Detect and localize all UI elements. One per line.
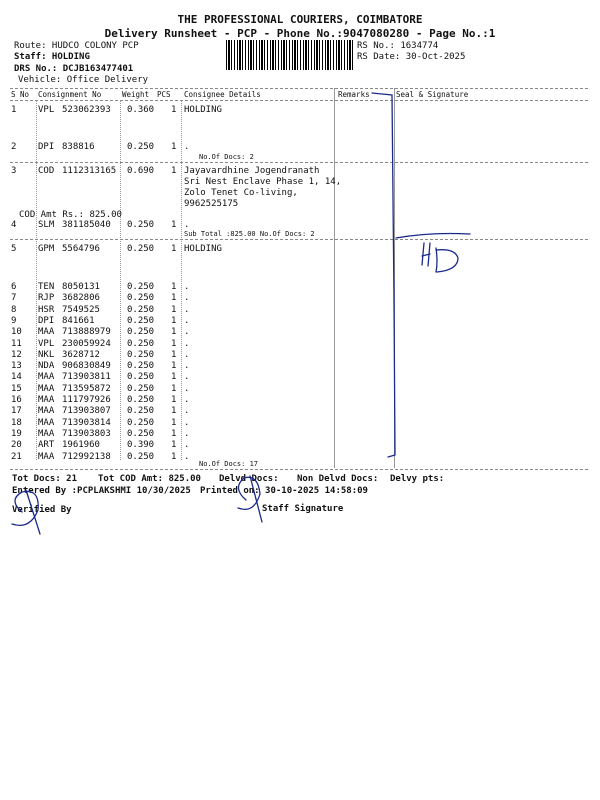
- total-cod-amount: Tot COD Amt: 825.00: [98, 474, 201, 484]
- row-sno: 1: [11, 105, 17, 115]
- ink-bracket-tip: [396, 234, 470, 239]
- row-weight: 0.360: [127, 105, 155, 115]
- row-prefix: SLM: [38, 220, 55, 230]
- row-consignment: 523062393: [62, 105, 111, 115]
- rs-number: RS No.: 1634774: [357, 41, 439, 51]
- total-docs: Tot Docs: 21: [12, 474, 78, 484]
- row-consignment: 906830849: [62, 361, 111, 372]
- row-consignment: 713903814: [62, 417, 111, 428]
- staff-signature-label: Staff Signature: [262, 504, 344, 514]
- row-prefix: MAA: [38, 451, 55, 462]
- row-sno: 10: [11, 327, 22, 338]
- row-consignment: 713888979: [62, 327, 111, 338]
- col-weight: Weight: [122, 90, 150, 99]
- row-sno: 4: [11, 220, 17, 230]
- delivery-points: Delvy pts:: [390, 474, 445, 484]
- docs-count-note: No.Of Docs: 17: [199, 460, 259, 468]
- row-prefix: MAA: [38, 428, 55, 439]
- row-consignment: 8050131: [62, 282, 100, 292]
- row-sno: 5: [11, 244, 17, 254]
- row-sno: 8: [11, 304, 17, 315]
- row-consignee: .: [184, 220, 190, 230]
- rs-date: RS Date: 30-Oct-2025: [357, 52, 466, 62]
- row-consignee: .: [184, 428, 190, 439]
- row-consignment: 713595872: [62, 383, 111, 394]
- row-sno: 21: [11, 451, 22, 462]
- row-pcs: 1: [171, 383, 177, 394]
- row-pcs: 1: [171, 428, 177, 439]
- row-pcs: 1: [171, 244, 177, 254]
- printed-on: Printed on: 30-10-2025 14:58:09: [200, 486, 368, 496]
- row-pcs: 1: [171, 338, 177, 349]
- row-consignment: 712992138: [62, 451, 111, 462]
- row-sno: 11: [11, 338, 22, 349]
- row-prefix: DPI: [38, 315, 55, 326]
- row-weight: 0.250: [127, 406, 155, 417]
- row-weight: 0.250: [127, 451, 155, 462]
- row-prefix: MAA: [38, 417, 55, 428]
- row-sno: 3: [11, 166, 17, 176]
- sub-total: Sub Total :825.00 No.Of Docs: 2: [184, 230, 315, 238]
- row-weight: 0.250: [127, 417, 155, 428]
- row-prefix: HSR: [38, 304, 55, 315]
- row-prefix: RJP: [38, 293, 55, 304]
- verified-by-label: Verified By: [12, 505, 72, 515]
- row-consignment: 713903811: [62, 372, 111, 383]
- row-consignee: .: [184, 361, 190, 372]
- row-weight: 0.250: [127, 349, 155, 360]
- row-sno: 6: [11, 282, 17, 292]
- row-pcs: 1: [171, 282, 177, 292]
- row-pcs: 1: [171, 372, 177, 383]
- address-line: Sri Nest Enclave Phase 1, 14,: [184, 177, 342, 187]
- row-prefix: TEN: [38, 282, 55, 292]
- row-weight: 0.250: [127, 372, 155, 383]
- row-weight: 0.250: [127, 383, 155, 394]
- row-consignment: 1961960: [62, 440, 100, 451]
- row-sno: 18: [11, 417, 22, 428]
- ink-letter-h: [422, 243, 430, 266]
- row-sno: 19: [11, 428, 22, 439]
- row-consignee: .: [184, 406, 190, 417]
- row-pcs: 1: [171, 220, 177, 230]
- row-consignment: 7549525: [62, 304, 100, 315]
- row-weight: 0.250: [127, 315, 155, 326]
- row-weight: 0.250: [127, 395, 155, 405]
- company-title: THE PROFESSIONAL COURIERS, COIMBATORE: [177, 13, 423, 26]
- address-line: 9962525175: [184, 199, 239, 209]
- row-sno: 13: [11, 361, 22, 372]
- row-weight: 0.250: [127, 220, 155, 230]
- col-consignment: Consignment No: [38, 90, 102, 99]
- row-prefix: COD: [38, 166, 55, 176]
- row-weight: 0.250: [127, 142, 155, 152]
- row-prefix: MAA: [38, 383, 55, 394]
- row-consignee: .: [184, 282, 190, 292]
- row-weight: 0.250: [127, 304, 155, 315]
- docs-count-note: No.Of Docs: 2: [199, 153, 254, 161]
- row-pcs: 1: [171, 417, 177, 428]
- row-weight: 0.250: [127, 338, 155, 349]
- row-consignee: .: [184, 395, 190, 405]
- ink-letter-d: [436, 248, 458, 272]
- cod-amount: COD Amt Rs.: 825.00: [19, 210, 122, 220]
- row-sno: 9: [11, 315, 17, 326]
- row-pcs: 1: [171, 361, 177, 372]
- row-pcs: 1: [171, 142, 177, 152]
- verifier-signature: [12, 490, 40, 534]
- row-sno: 15: [11, 383, 22, 394]
- row-consignment: 1112313165: [62, 166, 117, 176]
- row-sno: 17: [11, 406, 22, 417]
- row-consignee: .: [184, 440, 190, 451]
- row-pcs: 1: [171, 349, 177, 360]
- row-consignment: 3628712: [62, 349, 100, 360]
- row-consignment: 3682806: [62, 293, 100, 304]
- row-consignment: 841661: [62, 315, 95, 326]
- row-prefix: GPM: [38, 244, 55, 254]
- row-pcs: 1: [171, 406, 177, 417]
- drs-number: DRS No.: DCJB163477401: [14, 64, 134, 74]
- row-prefix: MAA: [38, 372, 55, 383]
- col-remarks: Remarks: [338, 90, 370, 99]
- row-weight: 0.250: [127, 361, 155, 372]
- row-weight: 0.250: [127, 282, 155, 292]
- row-sno: 14: [11, 372, 22, 383]
- row-consignment: 111797926: [62, 395, 111, 405]
- row-prefix: VPL: [38, 338, 55, 349]
- row-consignee: HOLDING: [184, 105, 222, 115]
- runsheet-subtitle: Delivery Runsheet - PCP - Phone No.:9047080280 - Page No.:1: [104, 27, 496, 40]
- row-prefix: MAA: [38, 327, 55, 338]
- row-consignment: 5564796: [62, 244, 100, 254]
- row-consignee: .: [184, 327, 190, 338]
- row-consignment: 713903807: [62, 406, 111, 417]
- row-consignment: 713903803: [62, 428, 111, 439]
- staff-label: Staff: HOLDING: [14, 52, 90, 62]
- row-pcs: 1: [171, 451, 177, 462]
- route-label: Route: HUDCO COLONY PCP: [14, 41, 139, 51]
- vehicle-label: Vehicle: Office Delivery: [18, 75, 149, 85]
- row-weight: 0.250: [127, 244, 155, 254]
- row-consignee: Jayavardhine Jogendranath: [184, 166, 320, 176]
- row-consignee: .: [184, 142, 190, 152]
- row-consignee: .: [184, 349, 190, 360]
- row-prefix: MAA: [38, 406, 55, 417]
- delivered-docs: Delvd Docs:: [219, 474, 279, 484]
- row-consignee: .: [184, 304, 190, 315]
- row-weight: 0.250: [127, 293, 155, 304]
- row-pcs: 1: [171, 293, 177, 304]
- row-consignee: .: [184, 417, 190, 428]
- col-sno: S No: [11, 90, 30, 99]
- row-consignee: .: [184, 293, 190, 304]
- row-consignment: 230059924: [62, 338, 111, 349]
- row-pcs: 1: [171, 395, 177, 405]
- row-weight: 0.250: [127, 327, 155, 338]
- row-prefix: NDA: [38, 361, 55, 372]
- row-sno: 2: [11, 142, 17, 152]
- non-delivered-docs: Non Delvd Docs:: [297, 474, 379, 484]
- row-consignee: .: [184, 315, 190, 326]
- entered-by: Entered By :PCPLAKSHMI 10/30/2025: [12, 486, 191, 496]
- ink-bracket: [372, 93, 395, 457]
- row-consignment: 838816: [62, 142, 95, 152]
- row-pcs: 1: [171, 166, 177, 176]
- row-sno: 16: [11, 395, 22, 405]
- row-consignee: .: [184, 338, 190, 349]
- col-seal: Seal & Signature: [396, 90, 469, 99]
- row-sno: 12: [11, 349, 22, 360]
- row-pcs: 1: [171, 304, 177, 315]
- row-weight: 0.250: [127, 428, 155, 439]
- staff-signature: [238, 476, 262, 522]
- row-prefix: DPI: [38, 142, 55, 152]
- row-pcs: 1: [171, 105, 177, 115]
- row-consignee: .: [184, 383, 190, 394]
- row-consignment: 381185040: [62, 220, 111, 230]
- row-prefix: VPL: [38, 105, 55, 115]
- row-prefix: MAA: [38, 395, 55, 405]
- row-consignee: .: [184, 372, 190, 383]
- row-pcs: 1: [171, 327, 177, 338]
- row-sno: 7: [11, 293, 17, 304]
- col-pcs: PCS: [157, 90, 171, 99]
- row-pcs: 1: [171, 440, 177, 451]
- row-weight: 0.690: [127, 166, 155, 176]
- row-prefix: ART: [38, 440, 55, 451]
- row-weight: 0.390: [127, 440, 155, 451]
- row-pcs: 1: [171, 315, 177, 326]
- row-consignee: HOLDING: [184, 244, 222, 254]
- row-sno: 20: [11, 440, 22, 451]
- row-consignee: .: [184, 451, 190, 462]
- row-prefix: NKL: [38, 349, 55, 360]
- col-consignee: Consignee Details: [184, 90, 261, 99]
- address-line: Zolo Tenet Co-living,: [184, 188, 298, 198]
